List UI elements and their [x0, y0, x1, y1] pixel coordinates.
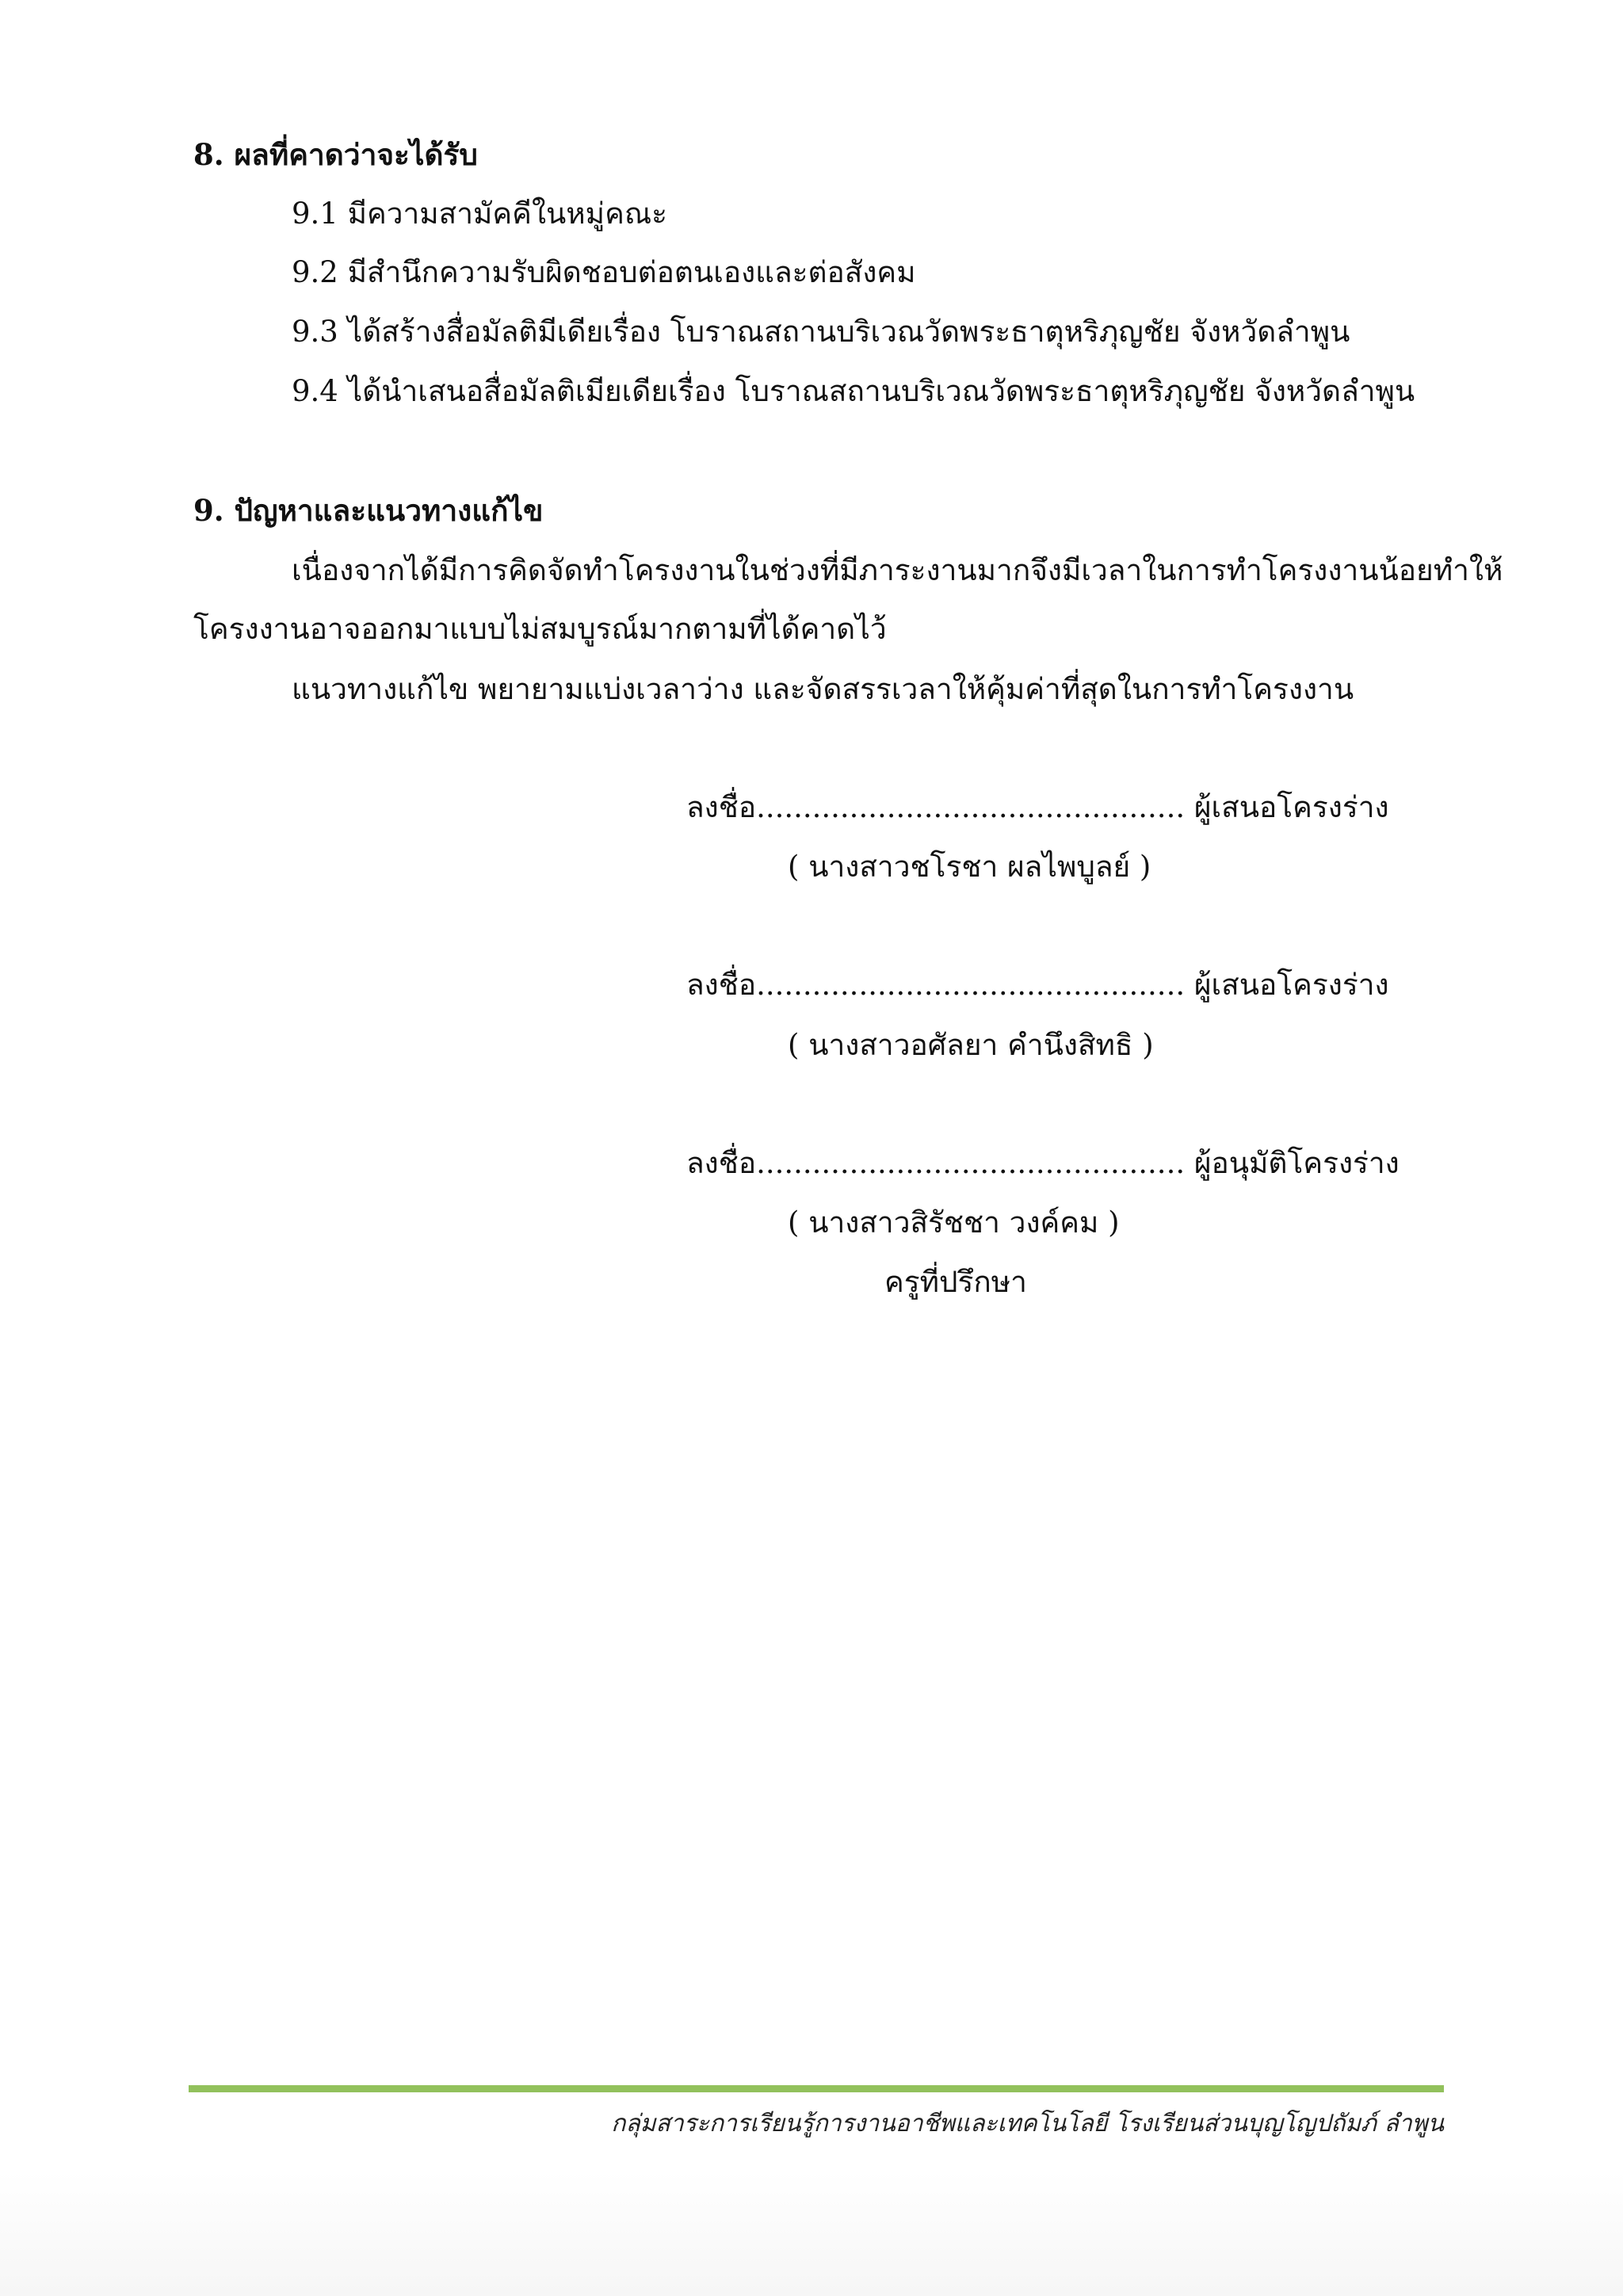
problem-paragraph-line-2: โครงงานอาจออกมาแบบไม่สมบูรณ์มากตามที่ได้คาดไว้ — [193, 612, 887, 646]
problem-paragraph-line-1: เนื่องจากได้มีการคิดจัดทำโครงงานในช่วงที่มีภาระงานมากจึงมีเวลาในการทำโครงงานน้อยทำให้ — [292, 553, 1503, 587]
expected-result-item: 9.4 ได้นำเสนอสื่อมัลติเมียเดียเรื่อง โบราณสถานบริเวณวัดพระธาตุหริภุญชัย จังหวัดลำพูน — [292, 374, 1415, 408]
expected-result-item: 9.3 ได้สร้างสื่อมัลติมีเดียเรื่อง โบราณสถานบริเวณวัดพระธาตุหริภุญชัย จังหวัดลำพูน — [292, 315, 1350, 349]
advisor-title: ครูที่ปรึกษา — [884, 1265, 1027, 1299]
expected-result-item: 9.1 มีความสามัคคีในหมู่คณะ — [292, 197, 668, 231]
footer-shade — [0, 2172, 1623, 2296]
footer-divider — [189, 2085, 1444, 2092]
signer-name-2: ( นางสาวอศัลยา คำนึงสิทธิ ) — [788, 1028, 1154, 1062]
signer-name-1: ( นางสาวชโรชา ผลไพบูลย์ ) — [788, 850, 1151, 884]
signature-line-proposer-1: ลงชื่อ.............................................. ผู้เสนอโครงร่าง — [686, 790, 1389, 824]
footer-text: กลุ่มสาระการเรียนรู้การงานอาชีพและเทคโนโลยี โรงเรียนส่วนบุญโญปถัมภ์ ลำพูน — [611, 2110, 1444, 2137]
signature-line-approver: ลงชื่อ.............................................. ผู้อนุมัติโครงร่าง — [686, 1146, 1400, 1180]
signer-name-3: ( นางสาวสิรัชชา วงค์คม ) — [788, 1205, 1120, 1240]
expected-result-item: 9.2 มีสำนึกความรับผิดชอบต่อตนเองและต่อสังคม — [292, 255, 916, 289]
section-8-heading: 8. ผลที่คาดว่าจะได้รับ — [193, 137, 478, 172]
signature-line-proposer-2: ลงชื่อ.............................................. ผู้เสนอโครงร่าง — [686, 968, 1389, 1002]
section-9-heading: 9. ปัญหาและแนวทางแก้ไข — [193, 493, 544, 528]
solution-text: แนวทางแก้ไข พยายามแบ่งเวลาว่าง และจัดสรรเวลาให้คุ้มค่าที่สุดในการทำโครงงาน — [292, 672, 1354, 706]
